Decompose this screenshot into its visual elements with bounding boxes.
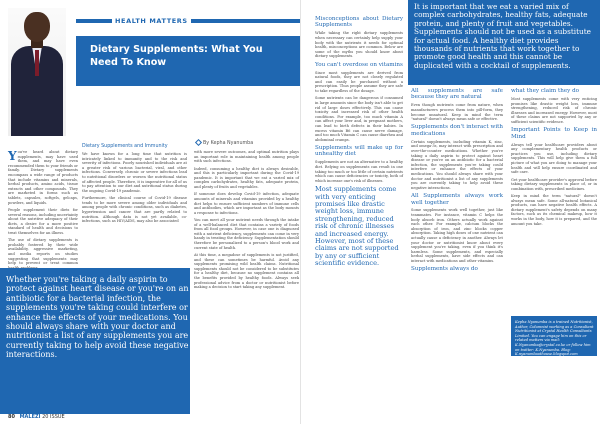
pull-quote-text: Whether you're taking a daily aspirin to protect against heart disease or you're on an antibiotic for a bacterial infection, the supplements you're taking could interfere or enhance the effects of your medications. You should always share with your doctor and nutritionist a list of any supplements you are currently taking to help avoid these negative interactions. — [6, 275, 189, 360]
paragraph: Furthermore, the clinical course of Covid-19 disease tends to be more severe among older individuals and among people with chronic conditions, such as diabetes, hypertension and cancer that are partly related to nutrition. Although data is not yet available, co-infections, such as HIV/AIDS, may also be associated — [82, 196, 187, 224]
paragraph: Some supplements work well together, just like teammates. For instance, vitamin C helps the body absorb iron. Others actually work against each other. For example, calcium blocks the absorption of iron, and zinc blocks copper absorption. Taking high doses of one nutrient can actually cause a deficiency in another. Always let your doctor or nutritionist know about every supplement you're taking, even if you think it's harmless. Some supplements, and especially herbal supplements, have side effects and can interact with medications and other vitamins. — [411, 208, 503, 263]
page-number: 80 — [8, 414, 15, 420]
right-column-3 — [511, 88, 597, 229]
subheading: Important Points to Keep in Mind — [511, 127, 597, 140]
paragraph: The use of dietary supplements is probably fostered by their wide availability, aggressive marketing, and media reports on studies suggesting that supplements may help to prevent or treat common — [8, 238, 78, 266]
author-bio-box — [511, 316, 597, 356]
paragraph: Certain supplements, including vitamin K, zinc, and omega-3s, may interact with prescription and over-the-counter medications. Whether you're taking a daily aspirin to protect against heart disease or you're on an antibiotic for a bacterial infection, the supplements you're taking could interfere or enhance the effects of your medications. You should always share with your doctor and nutritionist a list of any supplements you are currently taking to help avoid these negative interactions. — [411, 139, 503, 190]
subheading: All Supplements always work well together — [411, 193, 503, 206]
paragraph: While taking the right dietary supplements when necessary can certainly help supply your body with the nutrients it needs for optimal health, misconceptions are common. Below are some of the myths you should know about dietary supplements. — [315, 31, 403, 59]
highlight-banner-text: It is important that we eat a varied mix of complex carbohydrates, healthy fats, adequate protein, and plenty of fruit and vegetables. Supplements should not be used as a substitute for actual food. A healthy diet provides thousands of nutrients that work together to promote good health and this cannot be duplicated with a cocktail of supplements. — [414, 2, 591, 70]
subheading: You can't overdose on vitamins — [315, 61, 403, 68]
author-bio-text: Kepha Nyanumba is a trained Nutritionist, Author, Columnist working as a Consultant Nutritionist at Crystal Health Consultants Limited. You can engage him on this or related matters via mail: K.Nyanumba@crystal.co.ke or follow him on twitter: K.Nyanumba. Blog: K.nyanumbaathouse.blogspot.com — [515, 320, 594, 357]
paragraph: Get your healthcare provider's approval before taking dietary supplements in place of, or in combination with, prescribed medicines. — [511, 177, 597, 191]
subheading: Supplements don't interact with medications — [411, 124, 503, 137]
section-label: HEALTH MATTERS — [112, 15, 191, 27]
paragraph: Since most supplements are derived from natural foods, they are not closely regulated and can easily be purchased without a prescription. Thus people assume they are safe to take regardless of the dosage. — [315, 70, 403, 93]
pull-quote — [0, 268, 190, 414]
subheading: All supplements are safe because they are natural — [411, 88, 503, 101]
paragraph: Some nutrients can be dangerous if consumed in large amounts since the body isn't able to get rid of large doses effectively. This can cause toxicity and increased risk of other health conditions. For example, too much vitamin A can affect your liver and, in pregnant mothers, can lead to birth defects in their babies. In excess vitamin B6 can cause nerve damage, and too much Vitamin C can cause diarrhea and abdominal cramps. — [315, 96, 403, 142]
subheading: what they claim they do — [511, 88, 580, 94]
paragraph: You can meet all your nutrient needs through the intake of a well-balanced diet that contains a variety of foods from all food groups. However, in case one is diagnosed with a nutrient deficiency, supplements can come in very handy in treating the deficiency. Supplementation should therefore be personalized to a person's blood work and current state of health. — [194, 218, 299, 250]
paragraph: Most supplements come with very enticing promises like drastic weight loss, immune strengthening, reduced risk of chronic illnesses and increased energy. However, most of these claims are not supported by any or sufficient scientific evidence. — [511, 96, 597, 124]
paragraph: Indeed, consuming a healthy diet is always desirable, and this is particularly important during the Covid-19 pandemic. It is important that we eat a varied mix of complex carbohydrates, healthy fats, adequate protein, and plenty of fruits and vegetables. — [194, 166, 299, 189]
title-box — [76, 36, 300, 86]
highlight-banner — [408, 0, 600, 85]
left-column-2 — [82, 144, 187, 227]
subheading: Dietary Supplements and Immunity — [82, 144, 168, 149]
left-column-1 — [8, 150, 78, 273]
author-photo — [8, 8, 66, 136]
right-column-2 — [411, 88, 503, 275]
paragraph: People supplement their diets for several reasons, including uncertainty about the nutritive adequacy of their diets, a desire for a more positive standard of health and decisions to treat themselves for an illness. — [8, 207, 78, 235]
paragraph: Keep in mind the term "natural" doesn't always mean safe. Some all-natural botanical products, can have negative health effects. A dietary supplement's safety depends on many factors, such as its chemical makeup, how it works in the body, how it is prepared, and the amount you take. — [511, 194, 597, 226]
paragraph: If someone does develop Covid-19 infection, adequate amounts of minerals and vitamins provided by a healthy diet helps to ensure sufficient numbers of immune cells and antibodies, which are important as the body mounts a response to infections. — [194, 192, 299, 215]
right-page — [301, 0, 600, 424]
paragraph: Supplements are not an alternative to a healthy diet. Relying on supplements can result in one taking too much or too little of certain nutrients which can cause deficiencies or toxicity, both of which increase one's risk of illnesses. — [315, 160, 403, 183]
issue-number: 20 ISSUE — [42, 414, 65, 420]
paragraph: We have known for a long time that nutrition is intricately linked to immunity and to the risk and severity of infections. Poorly nourished individuals are at a greater risk of various bacterial, viral, and other infections. Conversely, chronic or severe infections lead to nutritional disorders or worsen the nutritional status of affected people. Therefore, it is imperative for all of us to pay attention to our diet and nutritional status during the ongoing Covid-19 pandemic. — [82, 152, 187, 193]
byline-text: By Kepha Nyanumba — [203, 141, 254, 146]
drop-cap: Y — [8, 149, 17, 163]
highlight-quote: Most supplements come with very enticing promises like drastic weight loss, immune strengthening, reduced risk of chronic illnesses and increased energy. However, most of these claims are not supported by any or sufficient scientific evidence. — [315, 185, 399, 268]
subheading: Supplements always do — [411, 266, 478, 273]
left-column-3 — [194, 150, 299, 293]
page-footer — [8, 414, 65, 420]
subheading: Supplements will make up for unhealthy diet — [315, 145, 403, 158]
article-title: Dietary Supplements: What You Need To Know — [90, 44, 263, 68]
paragraph: with more severe outcomes, and optimal nutrition plays an important role in maintaining health among people with such infections. — [194, 150, 299, 164]
right-column-1 — [315, 16, 403, 268]
paragraph: Always tell your healthcare providers about any complementary health products or practices you use, including dietary supplements. This will help give them a full picture of what you are doing to manage your health and will help ensure coordinated and safe care. — [511, 142, 597, 175]
magazine-name: MALEZI — [19, 414, 41, 420]
section-banner — [76, 15, 300, 27]
paragraph: Even though nutrients come from nature, when manufacturers process them into pill-form, they become unnatural. Keep in mind the term "natural" doesn't always mean safe or effective. — [411, 103, 503, 122]
paragraph: You've heard about dietary supplements, may have used them, and may have even recommended them to your friends or family. Dietary supplements encompass a wide range of products that include vitamins and minerals, herbal products, amino acids, tissue extracts and other compounds. They are marketed in forms such as tablets, capsules, softgels, gelcaps, powders, and liquids. — [8, 149, 78, 205]
paragraph: At this time, a megadose of supplements is not justified, and these can sometimes be harmful. Avoid any supplements promising wild health claims. Nutritional supplements should not be considered to be substitutes for a healthy diet, because no supplement contains all the benefits provided by healthy foods. Always seek professional advice from a doctor or nutritionist before making a decision to start taking any supplement. — [194, 253, 299, 290]
subheading: Misconceptions about Dietary Supplements — [315, 16, 403, 29]
byline — [196, 140, 253, 146]
pen-icon — [195, 139, 202, 146]
